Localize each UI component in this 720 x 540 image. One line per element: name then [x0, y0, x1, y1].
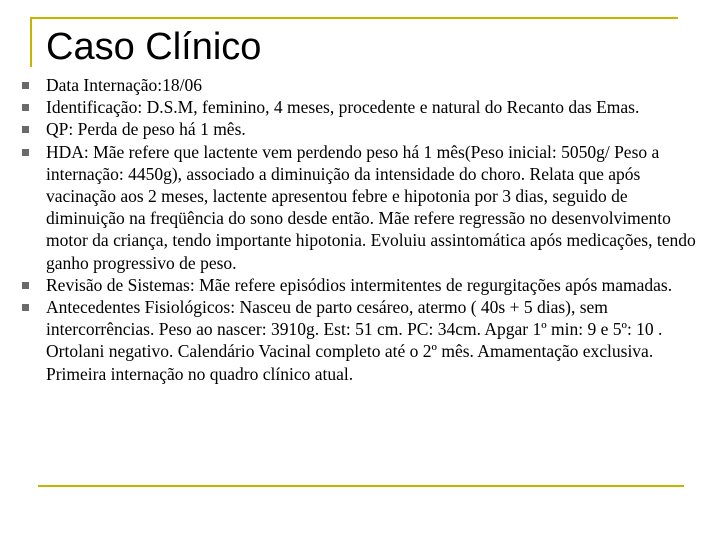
bullet-item-data-internacao [16, 74, 696, 96]
bullet-text: Identificação: D.S.M, feminino, 4 meses, procedente e natural do Recanto das Emas. [46, 97, 640, 118]
square-bullet-icon [22, 104, 29, 111]
bullet-item-revisao-sistemas [16, 274, 696, 296]
bullet-text: Antecedentes Fisiológicos: Nasceu de parto cesáreo, atermo ( 40s + 5 dias), sem intercorrências. Peso ao nascer: 3910g. Est: 51 cm. PC: 34cm. Apgar 1º min: 9 e 5º: 10 . Ortolani negativo. Calendário Vacinal completo até o 2º mês. Amamentação exclusiva. Primeira internação no quadro clínico atual. [46, 297, 663, 384]
bullet-text: Revisão de Sistemas: Mãe refere episódios intermitentes de regurgitações após mamadas. [46, 274, 673, 295]
slide-title: Caso Clínico [46, 26, 262, 68]
bullet-item-identificacao [16, 96, 696, 118]
square-bullet-icon [22, 82, 29, 89]
title-frame-left-line [30, 17, 32, 67]
bullet-item-antecedentes [16, 296, 696, 385]
square-bullet-icon [22, 149, 29, 156]
bullet-text: Data Internação:18/06 [46, 75, 202, 95]
bullet-item-qp [16, 118, 696, 140]
bullet-text: QP: Perda de peso há 1 mês. [46, 119, 246, 140]
square-bullet-icon [22, 126, 29, 133]
square-bullet-icon [22, 304, 29, 311]
bullet-list [16, 74, 696, 385]
bullet-text: HDA: Mãe refere que lactente vem perdendo peso há 1 mês(Peso inicial: 5050g/ Peso a internação: 4450g), associado a diminuição da intensidade do choro. Relata que após vacinação aos 2 meses, lactente apresentou febre e hipotonia por 3 dias, seguido de diminuição na freqüência do sono desde então. Mãe refere regressão no desenvolvimento motor da criança, tendo importante hipotonia. Evoluiu assintomática após medicações, tendo ganho progressivo de peso. [46, 141, 696, 273]
footer-divider-line [38, 485, 684, 487]
square-bullet-icon [22, 282, 29, 289]
bullet-item-hda [16, 141, 696, 274]
title-frame-top-line [30, 17, 678, 19]
